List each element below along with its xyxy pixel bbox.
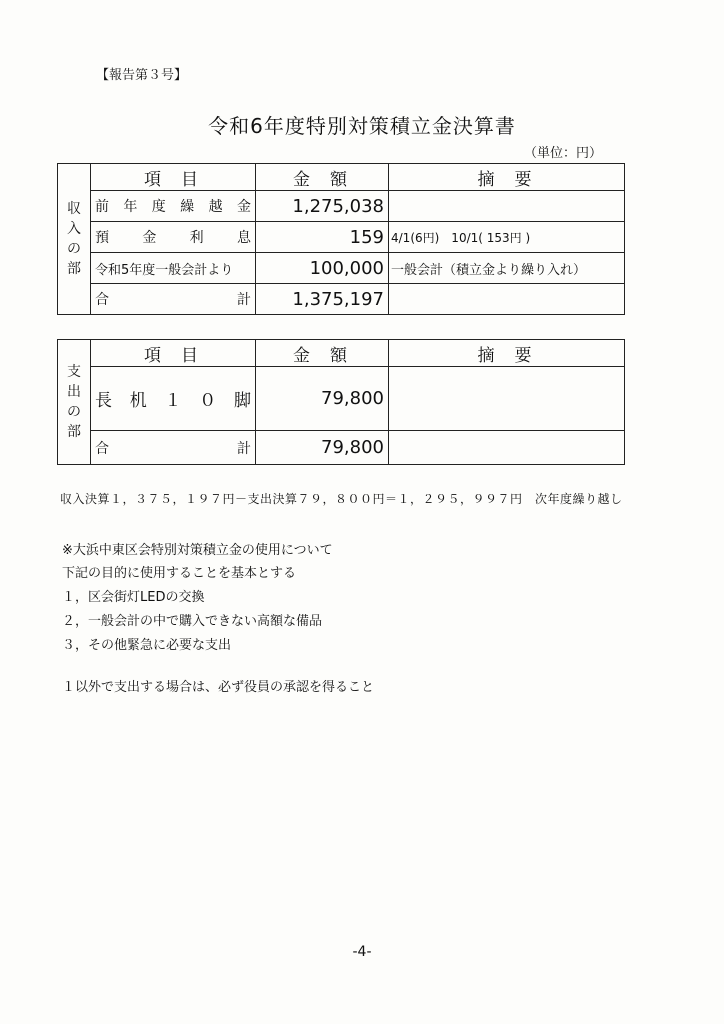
row-note: 一般会計（積立金より繰り入れ） [389, 253, 625, 284]
total-amount: 79,800 [256, 431, 389, 465]
item-char: 前 [95, 199, 109, 215]
column-header-note: 摘要 [389, 340, 625, 367]
usage-intro: 下記の目的に使用することを基本とする [62, 566, 297, 581]
side-char: 出 [67, 384, 81, 400]
table-row [58, 367, 625, 431]
settlement-summary: 収入決算１，３７５，１９７円－支出決算７９，８００円＝１，２９５，９９７円 次年度繰り越し [60, 492, 623, 506]
item-char: 金 [142, 230, 157, 246]
total-row [58, 284, 625, 315]
item-char: 越 [208, 199, 223, 215]
row-item [91, 191, 256, 222]
total-note [389, 284, 625, 315]
item-char: 息 [236, 230, 251, 246]
row-amount: 159 [256, 222, 389, 253]
item-char: ０ [199, 391, 217, 411]
item-char: 長 [95, 391, 112, 411]
expense-header-row [58, 340, 625, 367]
side-char: 収 [67, 201, 81, 217]
item-char: 預 [95, 230, 109, 246]
table-row [58, 253, 625, 284]
usage-condition: １以外で支出する場合は、必ず役員の承認を得ること [62, 680, 375, 695]
report-number: 【報告第３号】 [96, 68, 188, 83]
column-header-amount: 金額 [256, 340, 389, 367]
document-title: 令和6年度特別対策積立金決算書 [208, 114, 516, 138]
item-char: 机 [129, 391, 147, 411]
income-header-row [58, 164, 625, 191]
side-char: 部 [67, 261, 81, 277]
item-char: １ [164, 391, 182, 411]
total-label-right: 計 [237, 292, 251, 308]
row-item [91, 367, 256, 431]
total-label-left: 合 [95, 440, 109, 457]
income-table [57, 163, 625, 315]
total-row [58, 431, 625, 465]
item-char: 脚 [234, 391, 251, 411]
total-amount: 1,375,197 [256, 284, 389, 315]
total-label-right: 計 [237, 440, 251, 457]
side-char: 部 [67, 424, 81, 440]
column-header-item: 項目 [91, 340, 256, 367]
row-amount: 1,275,038 [256, 191, 389, 222]
row-amount: 79,800 [256, 367, 389, 431]
table-row [58, 222, 625, 253]
income-side-label [58, 164, 91, 315]
total-label [91, 431, 256, 465]
side-char: の [67, 241, 81, 257]
usage-item-3: ３，その他緊急に必要な支出 [62, 638, 232, 653]
side-char: 入 [67, 221, 81, 237]
item-char: 金 [236, 199, 251, 215]
expense-side-label [58, 340, 91, 465]
total-note [389, 431, 625, 465]
total-label-left: 合 [95, 292, 109, 308]
column-header-amount: 金額 [256, 164, 389, 191]
item-char: 利 [189, 230, 204, 246]
row-amount: 100,000 [256, 253, 389, 284]
side-char: 支 [67, 364, 81, 380]
usage-heading: ※大浜中東区会特別対策積立金の使用について [62, 543, 333, 558]
item-char: 年 [123, 199, 138, 215]
usage-item-2: ２，一般会計の中で購入できない高額な備品 [62, 614, 323, 629]
row-note: 4/1(6円) 10/1( 153円 ) [389, 222, 625, 253]
item-char: 繰 [180, 199, 195, 215]
unit-label: （単位：円） [524, 146, 603, 161]
total-label [91, 284, 256, 315]
side-char: の [67, 404, 81, 420]
column-header-item: 項目 [91, 164, 256, 191]
row-item [91, 222, 256, 253]
item-char: 度 [151, 199, 166, 215]
row-note [389, 367, 625, 431]
row-item: 令和5年度一般会計より [91, 253, 256, 284]
column-header-note: 摘要 [389, 164, 625, 191]
expense-table [57, 339, 625, 465]
row-note [389, 191, 625, 222]
table-row [58, 191, 625, 222]
page-number: -4- [352, 944, 372, 960]
usage-item-1: １，区会街灯LEDの交換 [62, 590, 205, 605]
